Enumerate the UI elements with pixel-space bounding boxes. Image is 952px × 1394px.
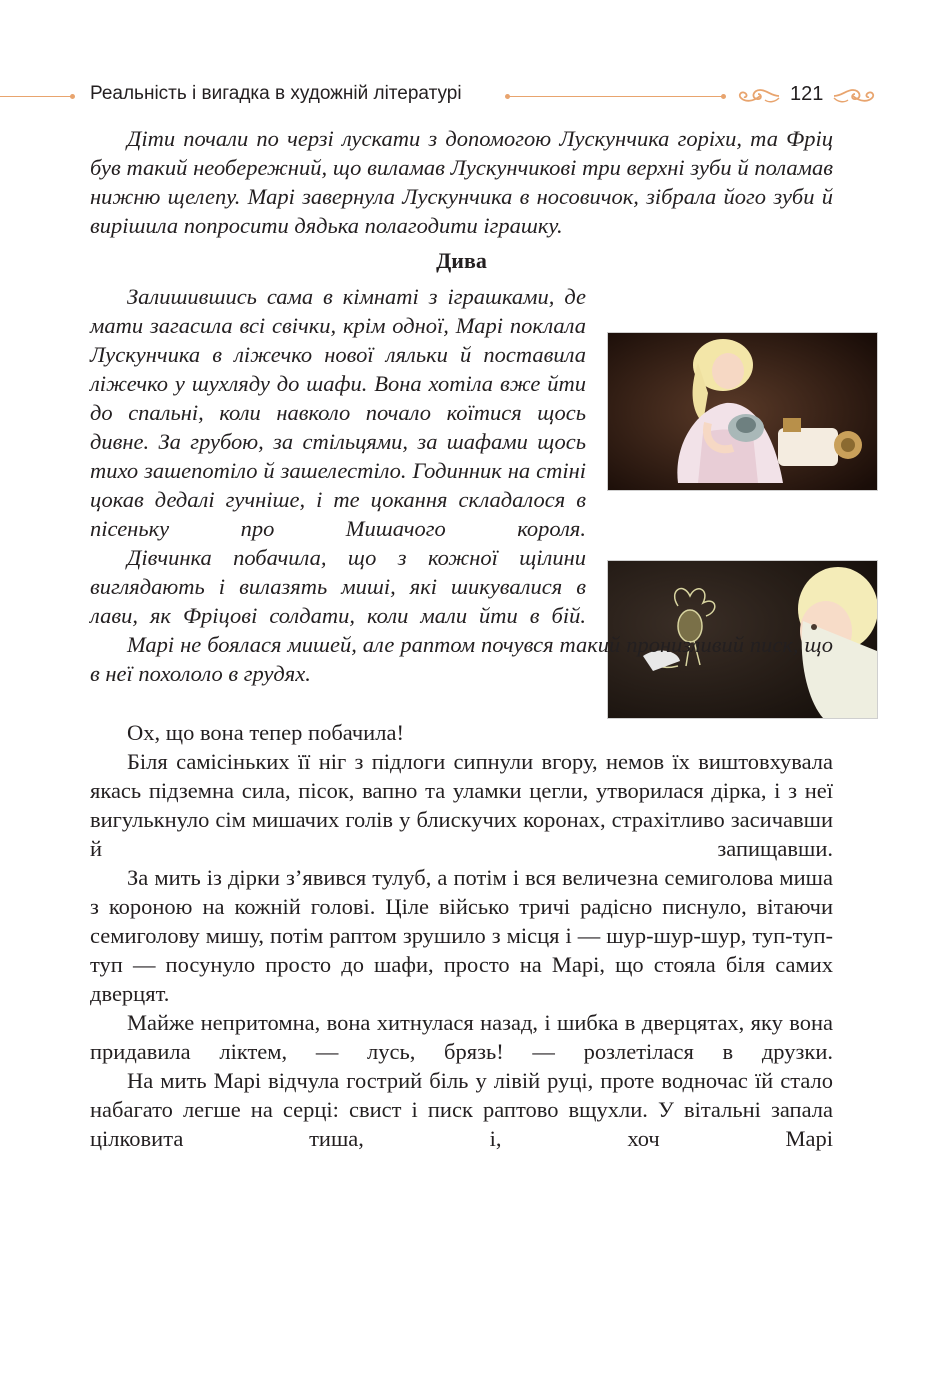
section-gap — [90, 688, 833, 718]
running-header — [0, 78, 952, 114]
header-rule-middle — [509, 96, 723, 97]
intro-paragraph: Діти почали по черзі лускати з допомогою Лускунчика горіхи, та Фріц був такий необережний, що виламав Лускунчикові три верхні зуби й поламав нижню щелепу. Марі завернула Лускунчика в носовичок, зібрала його зуби й вирішила попросити дядька полагодити іграшку. — [90, 126, 833, 238]
body-paragraph: Ох, що вона тепер побачила! — [127, 720, 404, 745]
header-rule-left — [0, 96, 72, 97]
narrow-text-column — [90, 282, 833, 630]
swirl-ornament-icon — [832, 86, 878, 110]
body-paragraph: За мить із дірки з’явився тулуб, а потім і вся величезна семиголова миша з короною на кожній голові. Ціле військо тричі радісно писнуло, вітаючи семиголову мишу, потім раптом зрушило з місця і — шур-шур-шур, туп-туп-туп — посунуло просто до шафи, просто на Марі, що стояла біля самих дверцят. — [90, 865, 833, 1006]
italic-paragraph: Марі не боялася мишей, але раптом почувся такий пронизливий писк, що в неї похололо в грудях. — [90, 632, 833, 686]
page-number: 121 — [790, 83, 824, 105]
body-paragraph: Майже непритомна, вона хитнулася назад, і шибка в дверцятах, яку вона придавила ліктем, — лусь, брязь! — розлетілася в друзки. — [90, 1010, 833, 1064]
header-dot-left — [70, 94, 75, 99]
page-content — [90, 124, 833, 1153]
italic-paragraph: Дівчинка побачила, що з кожної щілини виглядають і вилазять миші, які шикувалися в лави, як Фріцові солдати, коли мали йти в бій. — [90, 545, 586, 628]
body-paragraph: Біля самісіньких її ніг з підлоги сипнули вгору, немов їх виштовхувала якась підземна сила, пісок, вапно та уламки цегли, утворилася дірка, і з неї вигулькнуло сім мишачих голів у блискучих коронах, страхітливо засичавши й запищавши. — [90, 749, 833, 861]
italic-paragraph: Залишившись сама в кімнаті з іграшками, де мати загасила всі свічки, крім одної, Марі поклала Лускунчика в ліжечко нової ляльки й поставила ліжечко у шухляду до шафи. Вона хотіла вже йти до спальні, коли навколо почало коїтися щось дивне. За грубою, за стільцями, за шафами щось тихо зашепотіло й зашелестіло. Годинник на стіні цокав дедалі гучніше, і те цокання складалося в пісеньку про Мишачого короля. — [90, 284, 586, 541]
running-title: Реальність і вигадка в художній літературі — [90, 83, 462, 104]
section-heading: Дива — [436, 248, 487, 273]
header-dot-right — [721, 94, 726, 99]
body-paragraph: На мить Марі відчула гострий біль у лівій руці, проте водночас їй стало набагато легше на серці: свист і писк раптово вщухли. У вітальні запала цілковита тиша, і, хоч Марі — [90, 1068, 833, 1151]
swirl-ornament-icon — [735, 86, 781, 110]
